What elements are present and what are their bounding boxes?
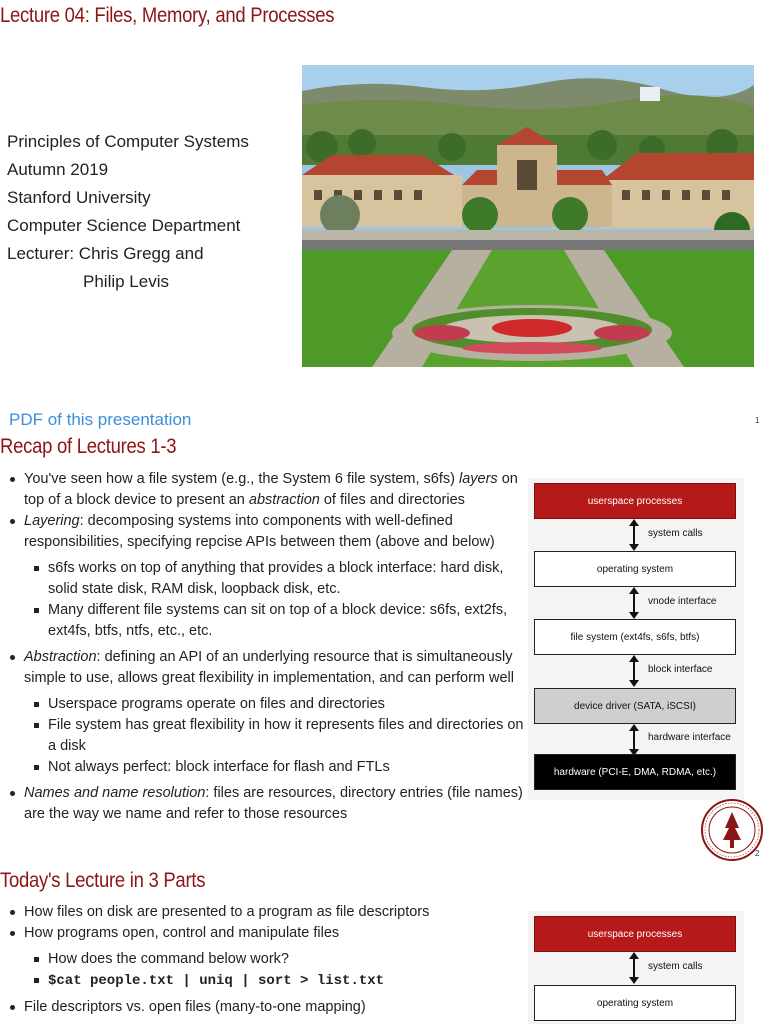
diagram-box-os: operating system	[534, 985, 736, 1021]
double-arrow-icon	[624, 655, 644, 687]
double-arrow-icon	[624, 952, 644, 984]
double-arrow-icon	[624, 724, 644, 756]
course-info-line: Philip Levis	[83, 272, 169, 291]
pdf-presentation-link[interactable]: PDF of this presentation	[9, 410, 192, 429]
slide1-title: Lecture 04: Files, Memory, and Processes	[0, 4, 335, 27]
campus-photo	[302, 65, 754, 367]
course-info-line: Stanford University	[7, 188, 151, 207]
layering-diagram	[528, 911, 744, 1024]
course-info-line: Lecturer: Chris Gregg and	[7, 244, 204, 263]
list-item: How does the command below work?	[32, 949, 528, 970]
diagram-box-userspace: userspace processes	[534, 916, 736, 952]
page-number: 1	[755, 416, 760, 425]
list-item: Names and name resolution: files are resources, directory entries (file names) are the way we name and refer to those resources	[8, 783, 528, 825]
diagram-connector-label: hardware interface	[648, 732, 731, 743]
slide2-title: Recap of Lectures 1-3	[0, 435, 177, 458]
list-item: Not always perfect: block interface for flash and FTLs	[32, 757, 528, 778]
recap-bullet-list	[8, 469, 528, 825]
layering-diagram	[528, 478, 744, 800]
double-arrow-icon	[624, 587, 644, 619]
today-bullet-list	[8, 902, 528, 1018]
list-item: Layering: decomposing systems into components with well-defined responsibilities, specifying repcise APIs between them (above and below)	[8, 511, 528, 553]
diagram-box-os: operating system	[534, 551, 736, 587]
diagram-box-userspace: userspace processes	[534, 483, 736, 519]
diagram-connector-label: system calls	[648, 528, 703, 539]
diagram-box-hardware: hardware (PCI-E, DMA, RDMA, etc.)	[534, 754, 736, 790]
diagram-connector-label: system calls	[648, 961, 703, 972]
list-item: Many different file systems can sit on top of a block device: s6fs, ext2fs, ext4fs, btfs, ntfs, etc., etc.	[32, 600, 528, 642]
list-item: s6fs works on top of anything that provides a block interface: hard disk, solid state disk, RAM disk, loopback disk, etc.	[32, 558, 528, 600]
page-number: 2	[755, 849, 760, 858]
list-item: File system has great flexibility in how it represents files and directories on a disk	[32, 715, 528, 757]
course-info-line: Computer Science Department	[7, 216, 241, 235]
diagram-connector-label: block interface	[648, 664, 713, 675]
list-item: How programs open, control and manipulate files	[8, 923, 528, 944]
diagram-box-filesystem: file system (ext4fs, s6fs, btfs)	[534, 619, 736, 655]
slide3-title: Today's Lecture in 3 Parts	[0, 869, 206, 892]
double-arrow-icon	[624, 519, 644, 551]
list-item: Userspace programs operate on files and directories	[32, 694, 528, 715]
course-info-line: Principles of Computer Systems	[7, 132, 249, 151]
list-item: You've seen how a file system (e.g., the System 6 file system, s6fs) layers on top of a block device to present an abstraction of files and directories	[8, 469, 528, 511]
course-info	[7, 128, 249, 296]
list-item: File descriptors vs. open files (many-to-one mapping)	[8, 997, 528, 1018]
diagram-connector-label: vnode interface	[648, 596, 717, 607]
course-info-line: Autumn 2019	[7, 160, 109, 179]
list-item	[32, 970, 528, 992]
list-item: How files on disk are presented to a program as file descriptors	[8, 902, 528, 923]
list-item: Abstraction: defining an API of an underlying resource that is simultaneously simple to use, allows great flexibility in implementation, and can perform well	[8, 647, 528, 689]
diagram-box-driver: device driver (SATA, iSCSI)	[534, 688, 736, 724]
code-snippet: $cat people.txt | uniq | sort > list.txt	[48, 973, 385, 989]
